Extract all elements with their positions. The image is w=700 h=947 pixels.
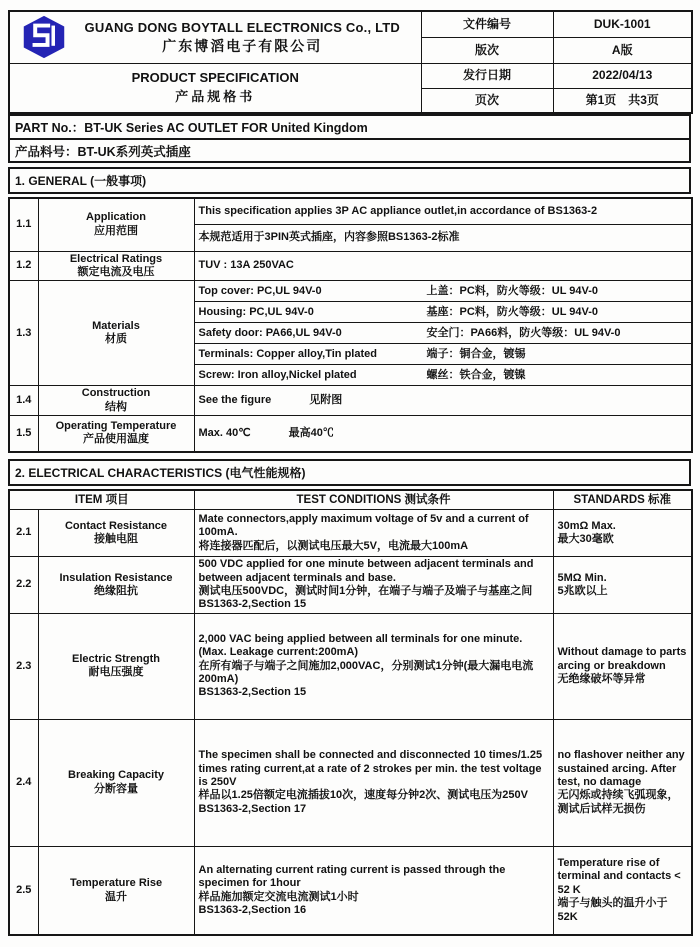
material-en: Safety door: PA66,UL 94V-0 [198,326,342,339]
row-label [38,719,194,846]
electrical-ratings-text: TUV : 13A 250VAC [194,251,692,281]
row-label-en: Electric Strength [71,652,161,665]
table-row [9,557,692,614]
table-row [9,416,692,452]
application-text-cn: 本规范适用于3PIN英式插座，内容参照BS1363-2标准 [194,224,692,251]
meta-label-issue-date: 发行日期 [421,63,553,88]
test-line: 测试电压500VDC，测试时间1分钟，在端子与端子及端子与基座之间 [198,584,533,597]
row-label [38,198,194,251]
company-name-cn: 广东博滔电子有限公司 [162,37,323,54]
row-label-cn: 耐电压强度 [88,666,144,679]
test-line: BS1363-2,Section 15 [198,598,307,611]
row-label-cn: 产品使用温度 [83,433,149,446]
row-label-cn: 材质 [105,333,127,346]
table-row [9,386,692,416]
test-conditions-cell [194,613,553,719]
row-label-en: Electrical Ratings [69,252,163,265]
row-label-en: Construction [81,387,151,400]
standard-line: 30mΩ Max. [557,519,616,532]
row-label-en: Operating Temperature [55,419,177,432]
material-row [194,281,692,302]
company-logo-icon [20,15,68,59]
meta-label-page-no: 页次 [421,88,553,113]
standard-line: 5MΩ Min. [557,571,607,584]
row-label-cn: 额定电流及电压 [77,265,155,278]
table-row [9,281,692,302]
standards-cell [553,719,692,846]
test-line: 将连接器匹配后，以测试电压最大5V，电流最大100mA [198,539,469,552]
material-en: Top cover: PC,UL 94V-0 [198,284,322,297]
table-row [9,719,692,846]
material-en: Housing: PC,UL 94V-0 [198,305,314,318]
row-label [38,557,194,614]
test-line: BS1363-2,Section 16 [198,903,307,916]
row-label-cn: 绝缘阻抗 [94,584,138,597]
test-line: BS1363-2,Section 17 [198,802,307,815]
row-number: 2.1 [9,510,38,557]
material-row [194,344,692,365]
meta-label-revision: 版次 [421,37,553,63]
column-header-item: ITEM 项目 [9,490,194,510]
row-label-cn: 应用范围 [94,224,138,237]
row-label-en: Insulation Resistance [59,571,173,584]
material-row [194,302,692,323]
standard-line: 5兆欧以上 [557,584,608,597]
section2-title: 2. ELECTRICAL CHARACTERISTICS (电气性能规格) [8,459,691,486]
table-row [9,846,692,935]
material-en: Screw: Iron alloy,Nickel plated [198,368,357,381]
column-header-test-conditions: TEST CONDITIONS 测试条件 [194,490,553,510]
standard-line: no flashover neither any sustained arcing. After test, no damage [557,749,685,789]
part-no-line: PART No.：BT-UK Series AC OUTLET FOR United Kingdom [8,114,691,140]
material-en: Terminals: Copper alloy,Tin plated [198,347,377,360]
test-line: 500 VDC applied for one minute between adjacent terminals and between adjacent terminals and base. [198,558,534,584]
application-text-en: This specification applies 3P AC appliance outlet,in accordance of BS1363-2 [194,198,692,224]
column-header-standards: STANDARDS 标准 [553,490,692,510]
standards-cell [553,557,692,614]
test-conditions-cell [194,846,553,935]
company-name-en: GUANG DONG BOYTALL ELECTRONICS Co., LTD [84,19,400,35]
standards-cell [553,846,692,935]
table-row [9,510,692,557]
company-cell [9,11,421,63]
test-line: Mate connectors,apply maximum voltage of 5v and a current of 100mA. [198,513,529,539]
material-row [194,323,692,344]
section1-title: 1. GENERAL (一般事项) [8,167,691,194]
row-label-cn: 结构 [105,400,127,413]
standard-line: 无闪烁或持续飞弧现象，测试后试样无损伤 [557,789,679,815]
standard-line: 无绝缘破坏等异常 [557,672,646,685]
meta-value-issue-date: 2022/04/13 [553,63,692,88]
row-label [38,386,194,416]
header-table [8,10,693,114]
operating-temperature-en: Max. 40℃ [198,426,251,439]
test-line: 样品以1.25倍额定电流插拔10次，速度每分钟2次、测试电压为250V [198,789,528,802]
row-label-cn: 分断容量 [94,782,138,795]
table-row [9,198,692,224]
test-line: An alternating current rating current is passed through the specimen for 1hour [198,863,506,890]
meta-value-doc-no: DUK-1001 [553,11,692,37]
row-label [38,613,194,719]
row-label [38,251,194,281]
construction-text [194,386,692,416]
test-line: 2,000 VAC being applied between all terminals for one minute. [198,632,523,645]
doc-title-cn: 产品规格书 [175,89,256,105]
electrical-characteristics-table [8,489,693,937]
meta-value-page-no: 第1页 共3页 [553,88,692,113]
row-label-en: Breaking Capacity [68,769,164,782]
test-line: 样品施加额定交流电流测试1小时 [198,890,359,903]
row-number: 1.5 [9,416,38,452]
standards-cell [553,510,692,557]
standard-line: Without damage to parts arcing or breakdown [557,646,687,672]
material-row [194,365,692,386]
doc-title-cell [9,63,421,113]
test-conditions-cell [194,510,553,557]
row-number: 2.2 [9,557,38,614]
test-conditions-cell [194,557,553,614]
row-number: 1.2 [9,251,38,281]
row-number: 1.1 [9,198,38,251]
construction-en: See the figure [198,394,272,407]
test-line: BS1363-2,Section 15 [198,686,307,699]
general-table [8,197,693,453]
material-cn: 安全门：PA66料，防火等级：UL 94V-0 [426,326,621,339]
product-code-line: 产品料号：BT-UK系列英式插座 [8,138,691,163]
material-cn: 螺丝：铁合金，镀镍 [426,368,526,381]
meta-label-doc-no: 文件编号 [421,11,553,37]
row-label [38,846,194,935]
table-header-row [9,490,692,510]
construction-cn: 见附图 [309,394,343,407]
row-label [38,281,194,386]
material-cn: 端子：铜合金，镀锡 [426,347,526,360]
test-line: (Max. Leakage current:200mA) [198,646,359,659]
test-line: 在所有端子与端子之间施加2,000VAC，分别测试1分钟(最大漏电电流200mA) [198,659,534,685]
meta-value-revision: A版 [553,37,692,63]
row-number: 2.4 [9,719,38,846]
row-label-en: Contact Resistance [64,519,168,532]
standards-cell [553,613,692,719]
standard-line: 端子与触头的温升小于52K [557,897,668,923]
test-line: The specimen shall be connected and disconnected 10 times/1.25 times rating current,at a rate of 2 strokes per min. the test voltage is 250V [198,749,543,789]
standard-line: Temperature rise of terminal and contacts < 52 K [557,856,681,896]
material-cn: 上盖：PC料，防火等级：UL 94V-0 [426,284,599,297]
table-row [9,613,692,719]
row-label-en: Materials [92,319,140,332]
test-conditions-cell [194,719,553,846]
row-number: 2.3 [9,613,38,719]
table-row [9,251,692,281]
row-label-en: Temperature Rise [69,877,163,890]
standard-line: 最大30毫欧 [557,533,614,546]
row-label-cn: 接触电阻 [94,533,138,546]
row-number: 1.4 [9,386,38,416]
row-label [38,416,194,452]
row-label-en: Application [86,211,146,224]
row-label [38,510,194,557]
row-number: 1.3 [9,281,38,386]
material-cn: 基座：PC料，防火等级：UL 94V-0 [426,305,599,318]
row-number: 2.5 [9,846,38,935]
operating-temperature-text [194,416,692,452]
operating-temperature-cn: 最高40℃ [288,426,334,439]
row-label-cn: 温升 [105,890,127,903]
doc-title-en: PRODUCT SPECIFICATION [131,70,299,86]
